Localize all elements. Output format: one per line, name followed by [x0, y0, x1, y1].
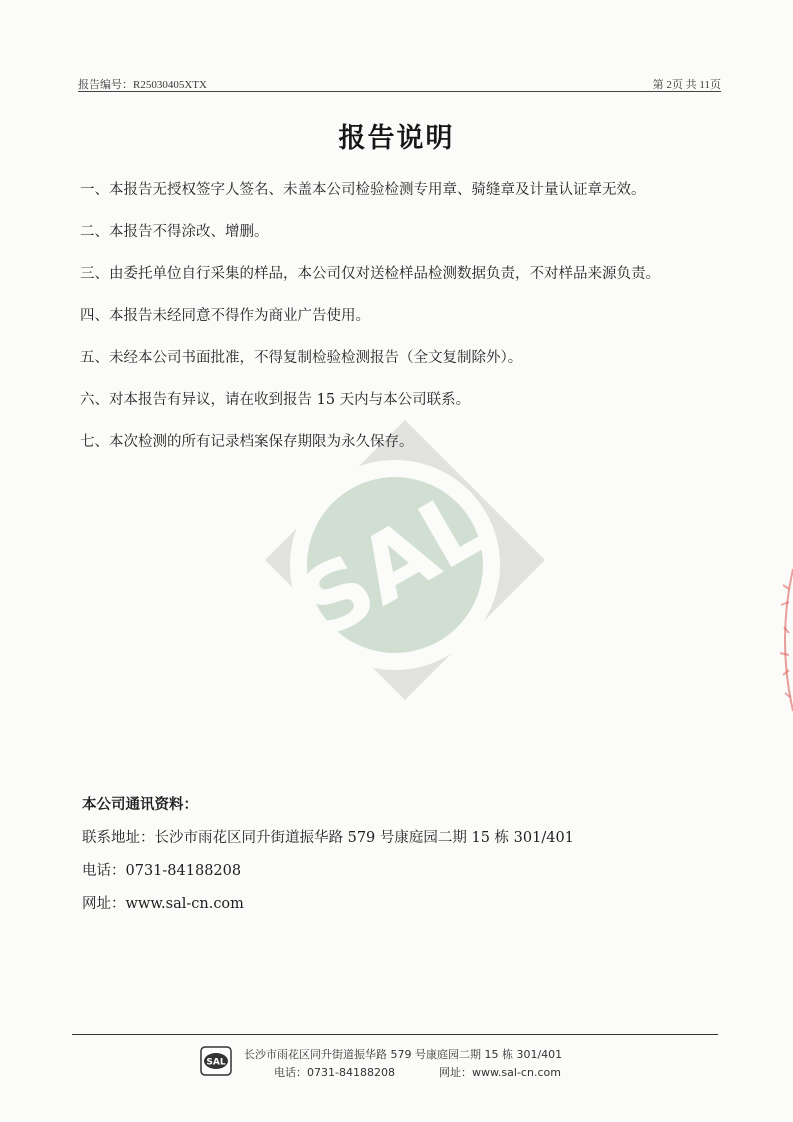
statement-item: 二、本报告不得涂改、增删。 — [80, 224, 269, 240]
contact-address: 联系地址：长沙市雨花区同升街道振华路 579 号康庭园二期 15 栋 301/401 — [82, 830, 574, 846]
statement-item: 一、本报告无授权签字人签名、未盖本公司检验检测专用章、骑缝章及计量认证章无效。 — [80, 182, 646, 198]
contact-website: 网址：www.sal-cn.com — [82, 896, 244, 912]
header-divider — [78, 91, 721, 92]
statement-item: 六、对本报告有异议，请在收到报告 15 天内与本公司联系。 — [80, 392, 471, 408]
sal-logo-icon — [200, 1046, 232, 1076]
contact-info — [82, 793, 733, 925]
footer-logo-text: SAL — [206, 1057, 226, 1068]
seam-stamp-icon — [771, 565, 793, 715]
footer-phone: 电话：0731-84188208 — [274, 1066, 395, 1079]
footer-address: 长沙市雨花区同升街道振华路 579 号康庭园二期 15 栋 301/401 — [244, 1048, 563, 1061]
footer-website: 网址：www.sal-cn.com — [438, 1066, 561, 1079]
footer-contact-line — [244, 1064, 562, 1080]
watermark-text: SAL — [282, 468, 506, 660]
footer-text — [244, 1046, 562, 1080]
contact-phone: 电话：0731-84188208 — [82, 863, 242, 879]
statement-item: 三、由委托单位自行采集的样品，本公司仅对送检样品检测数据负责，不对样品来源负责。 — [80, 266, 660, 282]
report-number: 报告编号：R25030405XTX — [78, 79, 207, 91]
statement-item: 四、本报告未经同意不得作为商业广告使用。 — [80, 308, 370, 324]
page-footer — [200, 1046, 620, 1090]
statement-list — [80, 180, 733, 474]
statement-item: 五、未经本公司书面批准，不得复制检验检测报告（全文复制除外）。 — [80, 350, 523, 366]
page-info: 第 2页 共 11页 — [652, 79, 721, 91]
footer-divider — [72, 1034, 718, 1035]
page-header — [78, 76, 721, 92]
page-title: 报告说明 — [338, 123, 455, 154]
contact-heading: 本公司通讯资料： — [82, 796, 198, 813]
statement-item: 七、本次检测的所有记录档案保存期限为永久保存。 — [80, 434, 414, 450]
